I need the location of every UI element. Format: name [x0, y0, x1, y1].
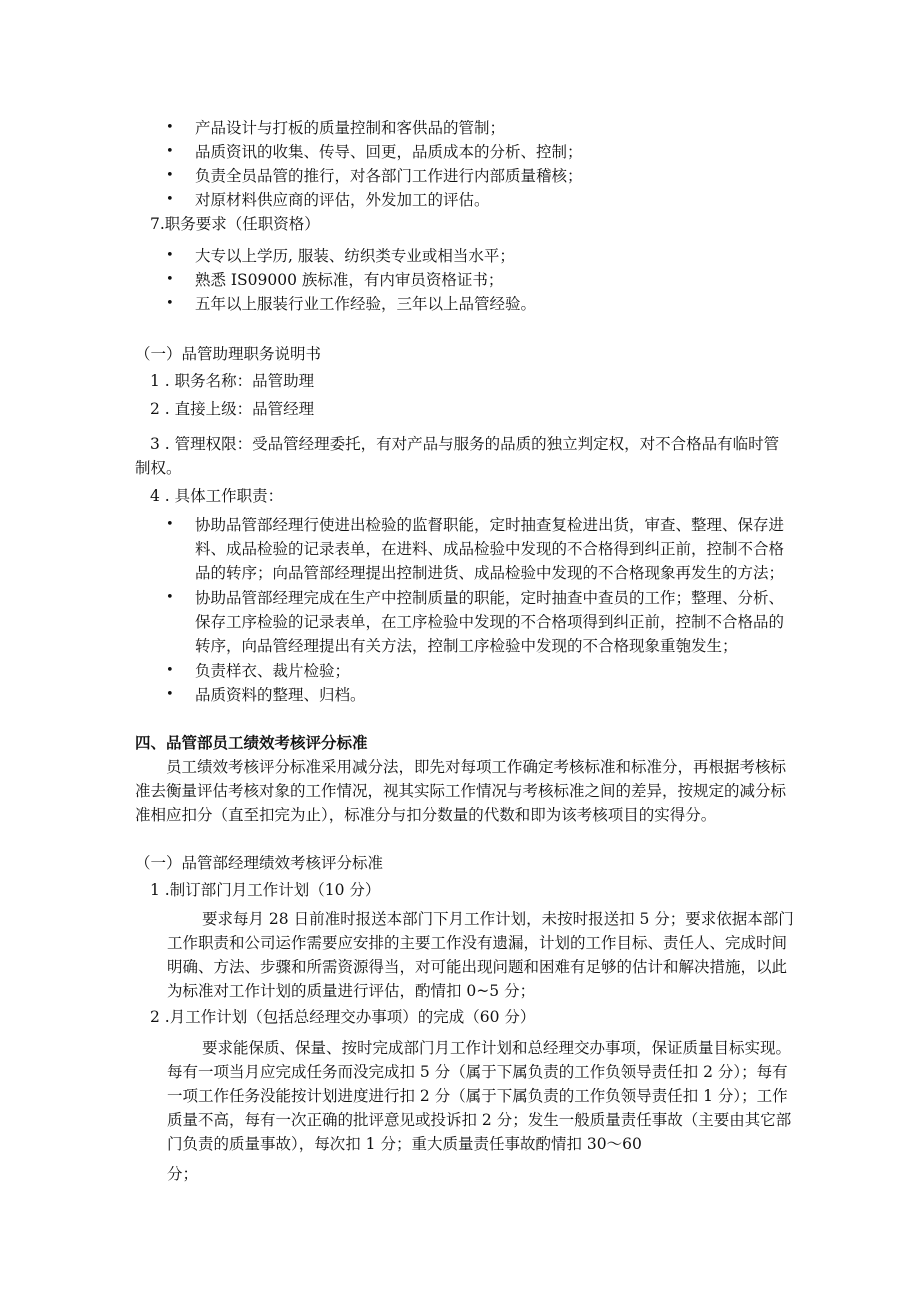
bullet-marker: •: [166, 168, 174, 183]
supervisor-item: 2 . 直接上级：品管经理: [150, 400, 315, 418]
requirement-item: 熟悉 IS09000 族标准，有内审员资格证书；: [195, 271, 504, 289]
duty-line: 品质资料的整理、归档。: [195, 686, 366, 704]
criterion-title: 2 .月工作计划（包括总经理交办事项）的完成（60 分）: [150, 1008, 536, 1026]
duty-line: 负责样衣、裁片检验；: [195, 662, 351, 680]
responsibility-item: 品质资讯的收集、传导、回更，品质成本的分析、控制；: [195, 143, 583, 161]
criterion-text: 门负责的质量事故），每次扣 1 分；重大质量责任事故酌情扣 30～60: [167, 1135, 642, 1153]
criterion-text: 分；: [167, 1165, 199, 1183]
requirement-item: 大专以上学历, 服装、纺织类专业或相当水平；: [195, 247, 515, 265]
requirement-item: 五年以上服装行业工作经验，三年以上品管经验。: [195, 295, 537, 313]
criterion-text: 每有一项当月应完成任务而没完成扣 5 分（属于下属负责的工作负领导责任扣 2 分）；每有: [167, 1063, 788, 1081]
bullet-marker: •: [166, 248, 174, 263]
subsection-heading: （一）品管部经理绩效考核评分标准: [135, 854, 384, 872]
responsibility-item: 对原材料供应商的评估，外发加工的评估。: [195, 191, 490, 209]
bullet-marker: •: [166, 296, 174, 311]
responsibility-item: 产品设计与打板的质量控制和客供品的管制；: [195, 119, 506, 137]
duty-line: 品的转序；向品管部经理提出控制进货、成品检验中发现的不合格现象再发生的方法；: [195, 564, 785, 582]
criterion-text: 明确、方法、步骤和所需资源得当，对可能出现问题和困难有足够的估计和解决措施，以此: [167, 958, 788, 976]
bullet-marker: •: [166, 144, 174, 159]
criterion-title: 1 .制订部门月工作计划（10 分）: [150, 881, 381, 899]
duty-line: 协助品管部经理行使进出检验的监督职能，定时抽查复检进出货，审查、整理、保存进: [195, 516, 785, 534]
body-paragraph: 员工绩效考核评分标准采用减分法，即先对每项工作确定考核标准和标准分，再根据考核标: [166, 758, 787, 776]
criterion-text: 质量不高，每有一次正确的批评意见或投诉扣 2 分；发生一般质量责任事故（主要由其它部: [167, 1111, 792, 1129]
body-paragraph: 准相应扣分（直至扣完为止），标准分与扣分数量的代数和即为该考核项目的实得分。: [135, 806, 717, 824]
bullet-marker: •: [166, 687, 174, 702]
duty-line: 转序，向品管经理提出有关方法，控制工序检验中发现的不合格现象重匏发生；: [195, 637, 738, 655]
bullet-marker: •: [166, 590, 174, 605]
criterion-text: 要求每月 28 日前准时报送本部门下月工作计划，未按时报送扣 5 分；要求依据本部门: [202, 910, 794, 928]
bullet-marker: •: [166, 120, 174, 135]
duty-line: 料、成品检验的记录表单，在进料、成品检验中发现的不合格得到纠正前，控制不合格: [195, 540, 785, 558]
criterion-text: 要求能保质、保量、按时完成部门月工作计划和总经理交办事项，保证质量目标实现。: [202, 1039, 792, 1057]
subsection-heading: （一）品管助理职务说明书: [135, 345, 322, 363]
duty-line: 保存工序检验的记录表单，在工序检验中发现的不合格项得到纠正前，控制不合格品的: [195, 613, 785, 631]
authority-item: 3 . 管理权限：受品管经理委托，有对产品与服务的品质的独立判定权，对不合格品有临时管: [150, 435, 780, 453]
criterion-text: 为标准对工作计划的质量进行评估，酌情扣 0~5 分；: [167, 982, 536, 1000]
criterion-text: 工作职责和公司运作需要应安排的主要工作没有遗漏，计划的工作目标、责任人、完成时间: [167, 934, 788, 952]
bullet-marker: •: [166, 192, 174, 207]
criterion-text: 一项工作任务没能按计划进度进行扣 2 分（属于下属负责的工作负领导责任扣 1 分）；工作: [167, 1087, 788, 1105]
job-title-item: 1 . 职务名称：品管助理: [150, 372, 315, 390]
responsibility-item: 负责全员品管的推行，对各部门工作进行内部质量稽核；: [195, 167, 583, 185]
bullet-marker: •: [166, 272, 174, 287]
duty-line: 协助品管部经理完成在生产中控制质量的职能，定时抽查中查员的工作；整理、分析、: [195, 589, 785, 607]
bullet-marker: •: [166, 663, 174, 678]
bullet-marker: •: [166, 517, 174, 532]
authority-item-cont: 制权。: [135, 459, 182, 477]
section-heading: 7.职务要求（任职资格）: [150, 215, 320, 233]
body-paragraph: 准去衡量评估考核对象的工作情况，视其实际工作情况与考核标准之间的差异，按规定的减分标: [135, 782, 787, 800]
duties-heading: 4 . 具体工作职责：: [150, 487, 284, 505]
section-heading: 四、品管部员工绩效考核评分标准: [135, 733, 368, 752]
